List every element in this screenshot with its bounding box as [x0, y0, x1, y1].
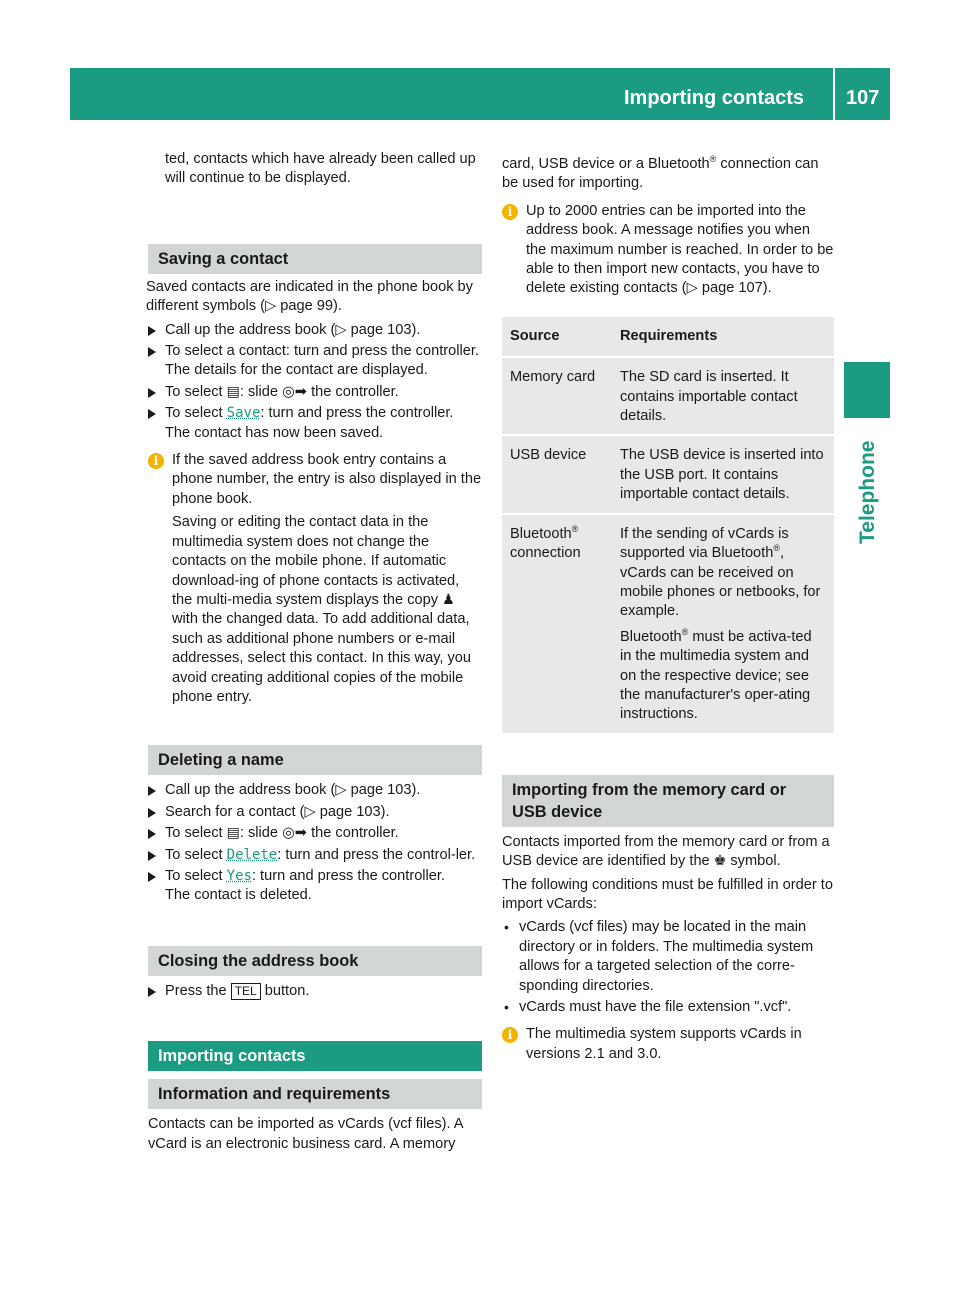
memory-text: Contacts imported from the memory card or from a USB device are identified by the ♚ symbol.	[502, 833, 834, 872]
table-cell: The SD card is inserted. It contains importable contact details.	[612, 358, 834, 434]
bullet-icon: •	[504, 999, 509, 1015]
list-item: • vCards (vcf files) may be located in the main directory or in folders. The multimedia system allows for a targeted selection of the corre-sponding directories.	[504, 919, 814, 994]
right-intro: card, USB device or a Bluetooth® connection can be used for importing.	[502, 154, 819, 192]
chapter-label: Telephone	[856, 440, 879, 544]
step: Search for a contact (▷ page 103).	[148, 803, 482, 822]
intro-text: ted, contacts which have already been called up will continue to be displayed.	[165, 151, 476, 187]
section-heading-importing: Importing contacts	[148, 1041, 482, 1071]
info-note: i Up to 2000 entries can be imported into the address book. A message notifies you when the maximum number is reached. In order to be able to then import new contacts, you have to delete existing contacts (▷ page 107).	[502, 202, 834, 299]
section-heading-closing: Closing the address book	[148, 946, 482, 976]
page-title: Importing contacts	[624, 87, 805, 109]
contact-details-icon: ▤	[226, 383, 240, 400]
info-note: i The multimedia system supports vCards in versions 2.1 and 3.0.	[502, 1025, 834, 1064]
menu-item-yes: Yes	[226, 867, 252, 884]
info-icon: i	[502, 204, 518, 220]
column-header: Requirements	[612, 317, 834, 356]
table-header-row	[502, 317, 834, 356]
page-number: 107	[846, 87, 880, 109]
step-arrow-icon	[148, 781, 165, 801]
step: Call up the address book (▷ page 103).	[148, 781, 482, 800]
table-cell: Bluetooth® connection	[502, 515, 612, 733]
step: Press the TEL button.	[148, 982, 482, 1001]
info-icon: i	[148, 453, 164, 469]
imported-contact-icon: ♚	[713, 853, 727, 870]
step-arrow-icon	[148, 824, 165, 844]
step: To select ▤: slide ◎➡ the controller.	[148, 824, 482, 843]
step-arrow-icon	[148, 321, 165, 341]
requirements-table	[502, 315, 834, 735]
column-header: Source	[502, 317, 612, 356]
header-divider	[833, 68, 835, 120]
step: To select a contact: turn and press the controller. The details for the contact are displayed.	[148, 342, 482, 381]
chapter-tab	[844, 362, 890, 418]
section-heading-memory-import: Importing from the memory card or USB device	[502, 775, 834, 827]
section-heading-deleting: Deleting a name	[148, 745, 482, 775]
step-arrow-icon	[148, 803, 165, 823]
table-row	[502, 358, 834, 434]
table-cell: USB device	[502, 436, 612, 512]
step: To select Save: turn and press the controller. The contact has now been saved.	[148, 404, 482, 443]
step: To select ▤: slide ◎➡ the controller.	[148, 383, 482, 402]
table-cell: If the sending of vCards is supported via Bluetooth®, vCards can be received on mobile phones or netbooks, for example. Bluetooth® must be activa-ted in the multimedia system and on the respective device; see the manufacturer's oper-ating instructions.	[612, 515, 834, 733]
section-heading-saving: Saving a contact	[148, 244, 482, 274]
list-item: • vCards must have the file extension ".vcf".	[502, 998, 834, 1017]
step: To select Yes: turn and press the controller. The contact is deleted.	[148, 867, 482, 906]
step-arrow-icon	[148, 383, 165, 403]
right-column	[502, 155, 834, 1068]
info-note: i If the saved address book entry contains a phone number, the entry is also displayed in the phone book. Saving or editing the contact data in the multimedia system does not change the contacts on the mobile phone. If automatic download-ing of phone contacts is activated, the multi-media system displays the copy ♟ with the changed data. To add additional data, such as additional phone numbers or e-mail addresses, select this contact. In this way, you avoid creating additional copies of the mobile phone entry.	[148, 451, 482, 707]
step-arrow-icon	[148, 342, 165, 362]
step-arrow-icon	[148, 846, 165, 866]
subsection-heading-requirements: Information and requirements	[148, 1079, 482, 1109]
menu-item-delete: Delete	[226, 846, 278, 863]
tel-key: TEL	[231, 983, 261, 1000]
step: Call up the address book (▷ page 103).	[148, 321, 482, 340]
table-cell: The USB device is inserted into the USB port. It contains importable contact details.	[612, 436, 834, 512]
person-icon: ♟	[442, 591, 455, 608]
memory-conditions-text: The following conditions must be fulfilled in order to import vCards:	[502, 876, 833, 912]
table-cell: Memory card	[502, 358, 612, 434]
table-row	[502, 515, 834, 733]
step-arrow-icon	[148, 404, 165, 424]
bullet-icon: •	[504, 919, 509, 936]
importing-text: Contacts can be imported as vCards (vcf files). A vCard is an electronic business card. A memory	[148, 1116, 463, 1152]
step-arrow-icon	[148, 867, 165, 887]
saving-text: Saved contacts are indicated in the phone book by different symbols (▷ page 99).	[146, 278, 473, 315]
left-column	[148, 150, 482, 1154]
step: To select Delete: turn and press the control-ler.	[148, 846, 482, 865]
menu-item-save: Save	[226, 405, 261, 422]
table-row	[502, 436, 834, 512]
contact-details-icon: ▤	[226, 825, 240, 842]
info-icon: i	[502, 1027, 518, 1043]
step-arrow-icon	[148, 982, 165, 1002]
